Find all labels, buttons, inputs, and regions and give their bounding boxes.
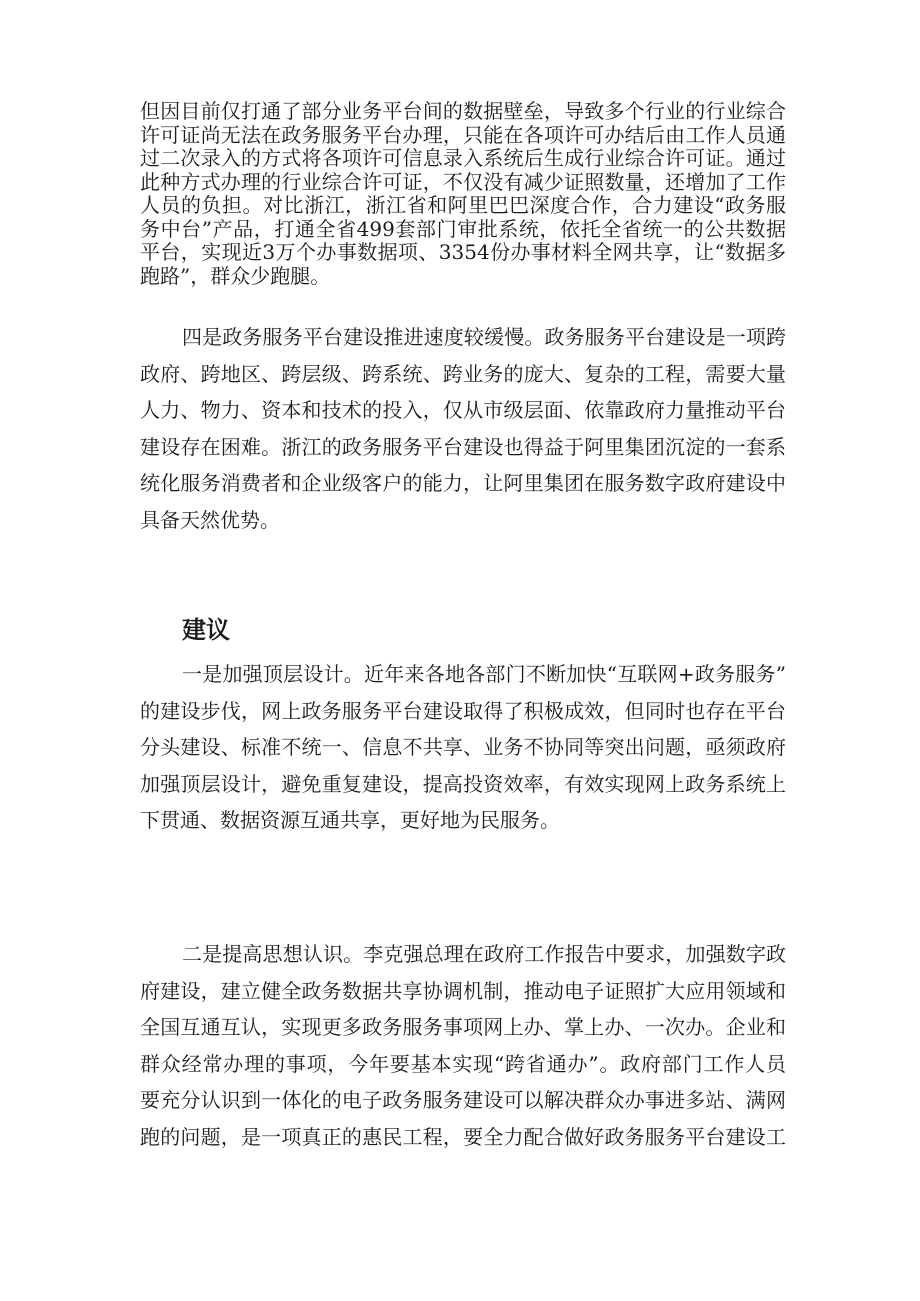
text-line: 二是提高思想认识。李克强总理在政府工作报告中要求，加强数字政 [182,942,786,966]
text-line: 务中台”产品，打通全省499套部门审批系统，依托全省统一的公共数据 [140,216,786,241]
text-line: 四是政务服务平台建设推进速度较缓慢。政务服务平台建设是一项跨 [182,325,786,349]
section-heading: 建议 [182,616,230,644]
text-line: 此种方式办理的行业综合许可证，不仅没有减少证照数量，还增加了工作 [140,169,786,194]
text-line: 加强顶层设计，避免重复建设，提高投资效率，有效实现网上政务系统上 [140,771,786,796]
text-line: 人员的负担。对比浙江，浙江省和阿里巴巴深度合作，合力建设“政务服 [140,193,786,217]
text-line: 统化服务消费者和企业级客户的能力，让阿里集团在服务数字政府建设中 [140,471,786,495]
text-line: 一是加强顶层设计。近年来各地各部门不断加快“互联网+政务服务” [182,662,786,686]
text-line: 跑的问题，是一项真正的惠民工程，要全力配合做好政务服务平台建设工 [140,1124,786,1149]
text-line: 府建设，建立健全政务数据共享协调机制，推动电子证照扩大应用领域和 [140,978,786,1003]
text-line: 下贯通、数据资源互通共享，更好地为民服务。 [140,808,560,832]
text-line: 平台，实现近3万个办事数据项、3354份办事材料全网共享，让“数据多 [140,240,786,264]
paragraph-awareness [140,941,786,1160]
text-line: 全国互通互认，实现更多政务服务事项网上办、掌上办、一次办。企业和 [140,1015,786,1039]
text-line: 过二次录入的方式将各项许可信息录入系统后生成行业综合许可证。通过 [140,146,786,170]
paragraph-top-level-design [140,661,786,844]
text-line: 建设存在困难。浙江的政务服务平台建设也得益于阿里集团沉淀的一套系 [140,434,786,459]
text-line: 政府、跨地区、跨层级、跨系统、跨业务的庞大、复杂的工程，需要大量 [140,361,786,386]
text-line: 要充分认识到一体化的电子政务服务建设可以解决群众办事进多站、满网 [140,1088,786,1112]
text-line: 人力、物力、资本和技术的投入，仅从市级层面、依靠政府力量推动平台 [140,398,786,422]
text-line: 分头建设、标准不统一、信息不共享、业务不协同等突出问题，亟须政府 [140,735,786,759]
paragraph-slow-progress [140,324,786,543]
text-line: 但因目前仅打通了部分业务平台间的数据壁垒，导致多个行业的行业综合 [140,99,786,123]
text-line: 群众经常办理的事项，今年要基本实现“跨省通办”。政府部门工作人员 [140,1051,786,1076]
text-line: 具备天然优势。 [140,507,280,532]
text-line: 跑路”，群众少跑腿。 [140,263,331,288]
text-line: 许可证尚无法在政务服务平台办理，只能在各项许可办结后由工作人员通 [140,122,786,147]
paragraph-data-barriers [140,100,786,288]
text-line: 的建设步伐，网上政务服务平台建设取得了积极成效，但同时也存在平台 [140,698,786,723]
